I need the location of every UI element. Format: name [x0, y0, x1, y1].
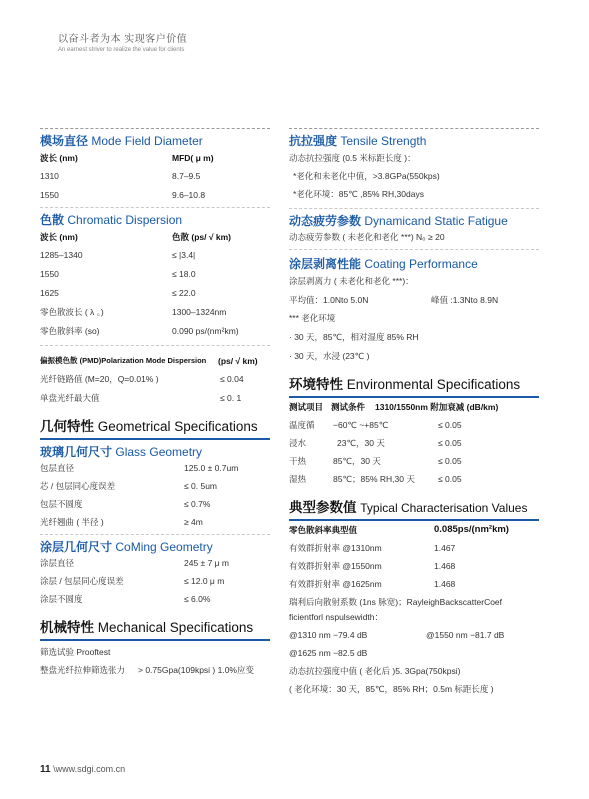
- divider: [40, 207, 270, 208]
- column-top-rule: [289, 128, 539, 129]
- table-row: 1285–1340 ≤ |3.4|: [40, 250, 196, 260]
- tensile-line: 动态抗拉强度 (0.5 米标距长度 )：: [289, 153, 416, 163]
- rayleigh-row: @1625 nm −82.5 dB: [289, 648, 368, 658]
- right-column: [289, 128, 539, 695]
- table-row: 温度循 −60℃ ~+85℃ ≤ 0.05: [289, 420, 462, 430]
- strip-line: 涂层剥离力 ( 未老化和老化 ***)：: [289, 276, 414, 286]
- divider: [289, 396, 539, 398]
- rayleigh-row: @1310 nm −79.4 dB @1550 nm −81.7 dB: [289, 630, 505, 640]
- tensile-line: *老化环境：85℃ ,85% RH,30days: [293, 189, 424, 199]
- table-row: 有效群折射率 @1550nm 1.468: [289, 561, 456, 571]
- table-row: 干热 85℃，30 天 ≤ 0.05: [289, 456, 462, 466]
- mfd-header-row: 波长 (nm) MFD( μ m): [40, 153, 214, 163]
- strip-env-title: *** 老化环境: [289, 313, 336, 323]
- table-row: 1310 8.7–9.5: [40, 171, 201, 181]
- footer-url[interactable]: \www.sdgi.com.cn: [53, 764, 126, 774]
- environ-title: 环境特性 Environmental Specifications: [289, 377, 521, 392]
- table-row: 包层直径 125.0 ± 0.7um: [40, 463, 239, 473]
- divider: [40, 345, 270, 346]
- mech-title: 机械特性 Mechanical Specifications: [40, 620, 254, 635]
- table-row: 1625 ≤ 22.0: [40, 288, 196, 298]
- page-header: [58, 30, 187, 53]
- table-row: 浸水 23℃，30 天 ≤ 0.05: [289, 438, 462, 448]
- tensile-title: 抗拉强度 Tensile Strength: [289, 134, 427, 148]
- pmd-header-row: 偏振模色散 (PMD)Polarization Mode Dispersion (ps/ √ km): [40, 356, 258, 366]
- rayleigh-line: 瑞利后向散射系数 (1ns 脉宽)；RayleighBackscatterCoef: [289, 597, 503, 607]
- typical-header-row: 零色散斜率典型值 0.085ps/(nm²km): [289, 524, 509, 535]
- table-row: 有效群折射率 @1625nm 1.468: [289, 579, 456, 589]
- table-row: 光纤翘曲 ( 半径 ) ≥ 4m: [40, 517, 203, 527]
- strip-title: 涂层剥离性能 Coating Performance: [289, 257, 478, 271]
- slogan-chinese: 以奋斗者为本 实现客户价值: [58, 34, 188, 45]
- typical-title: 典型参数值 Typical Characterisation Values: [289, 500, 528, 515]
- dynamic-strength-line: 动态抗拉强度中值 ( 老化后 )5. 3Gpa(750kpsi): [289, 666, 461, 676]
- mfd-title: 模场直径 Mode Field Diameter: [40, 134, 203, 148]
- page-footer: [40, 764, 125, 775]
- strip-force-row: 平均值：1.0Nto 5.0N 峰值 :1.3Nto 8.9N: [289, 295, 499, 305]
- tensile-line: *老化和未老化中值，>3.8GPa(550kps): [293, 171, 440, 181]
- table-row: 光纤链路值 (M=20，Q=0.01% ) ≤ 0.04: [40, 374, 244, 384]
- table-row: 1550 9.6–10.8: [40, 190, 206, 200]
- divider: [289, 249, 539, 250]
- coating-geo-title: 涂层几何尺寸 CoMing Geometry: [40, 540, 213, 554]
- slogan-english: An earnest striver to realize the value for clients: [58, 47, 185, 53]
- table-row: 芯 / 包层同心度误差 ≤ 0. 5um: [40, 481, 218, 491]
- strip-env-line: · 30 天，水浸 (23℃ ): [289, 351, 370, 361]
- strip-env-line: · 30 天，85℃，相对湿度 85% RH: [289, 332, 419, 342]
- rayleigh-line: ficientforl nspulsewidth：: [289, 612, 384, 622]
- divider: [289, 519, 539, 521]
- table-row: 包层不圆度 ≤ 0.7%: [40, 499, 211, 509]
- left-column: [40, 128, 270, 676]
- table-row: 单盘光纤最大值 ≤ 0. 1: [40, 393, 242, 403]
- table-row: 涂层 / 包层同心度误差 ≤ 12.0 μ m: [40, 576, 225, 586]
- prooftest-row: 整盘光纤拉伸筛选张力 > 0.75Gpa(109kpsi ) 1.0%应变: [40, 665, 254, 675]
- environ-header-row: 测试项目 测试条件 1310/1550nm 附加衰减 (dB/km): [289, 402, 499, 412]
- fatigue-line: 动态疲劳参数 ( 未老化和老化 ***) N₀ ≥ 20: [289, 232, 445, 242]
- table-row: 零色散波长 ( λ 。) 1300–1324nm: [40, 307, 227, 317]
- table-row: 零色散斜率 (so) 0.090 ps/(nm²km): [40, 326, 239, 336]
- divider: [40, 639, 270, 641]
- divider: [40, 534, 270, 535]
- cd-title: 色散 Chromatic Dispersion: [40, 213, 183, 227]
- page-number: 11: [40, 764, 51, 775]
- table-row: 涂层直径 245 ± 7 μ m: [40, 558, 229, 568]
- table-row: 1550 ≤ 18.0: [40, 269, 196, 279]
- geo-title: 几何特性 Geometrical Specifications: [40, 419, 258, 434]
- column-top-rule: [40, 128, 270, 129]
- table-row: 有效群折射率 @1310nm 1.467: [289, 543, 456, 553]
- cd-header-row: 波长 (nm) 色散 (ps/ √ km): [40, 232, 231, 242]
- divider: [289, 208, 539, 209]
- divider: [40, 438, 270, 440]
- prooftest-label: 筛选试验 Prooftest: [40, 647, 111, 657]
- dynamic-strength-note: ( 老化环境：30 天，85℃，85% RH；0.5m 标距长度 ): [289, 684, 494, 694]
- fatigue-title: 动态疲劳参数 Dynamicand Static Fatigue: [289, 214, 508, 228]
- glass-title: 玻璃几何尺寸 Glass Geometry: [40, 445, 203, 459]
- table-row: 湿热 85℃；85% RH,30 天 ≤ 0.05: [289, 474, 462, 484]
- table-row: 涂层不圆度 ≤ 6.0%: [40, 594, 211, 604]
